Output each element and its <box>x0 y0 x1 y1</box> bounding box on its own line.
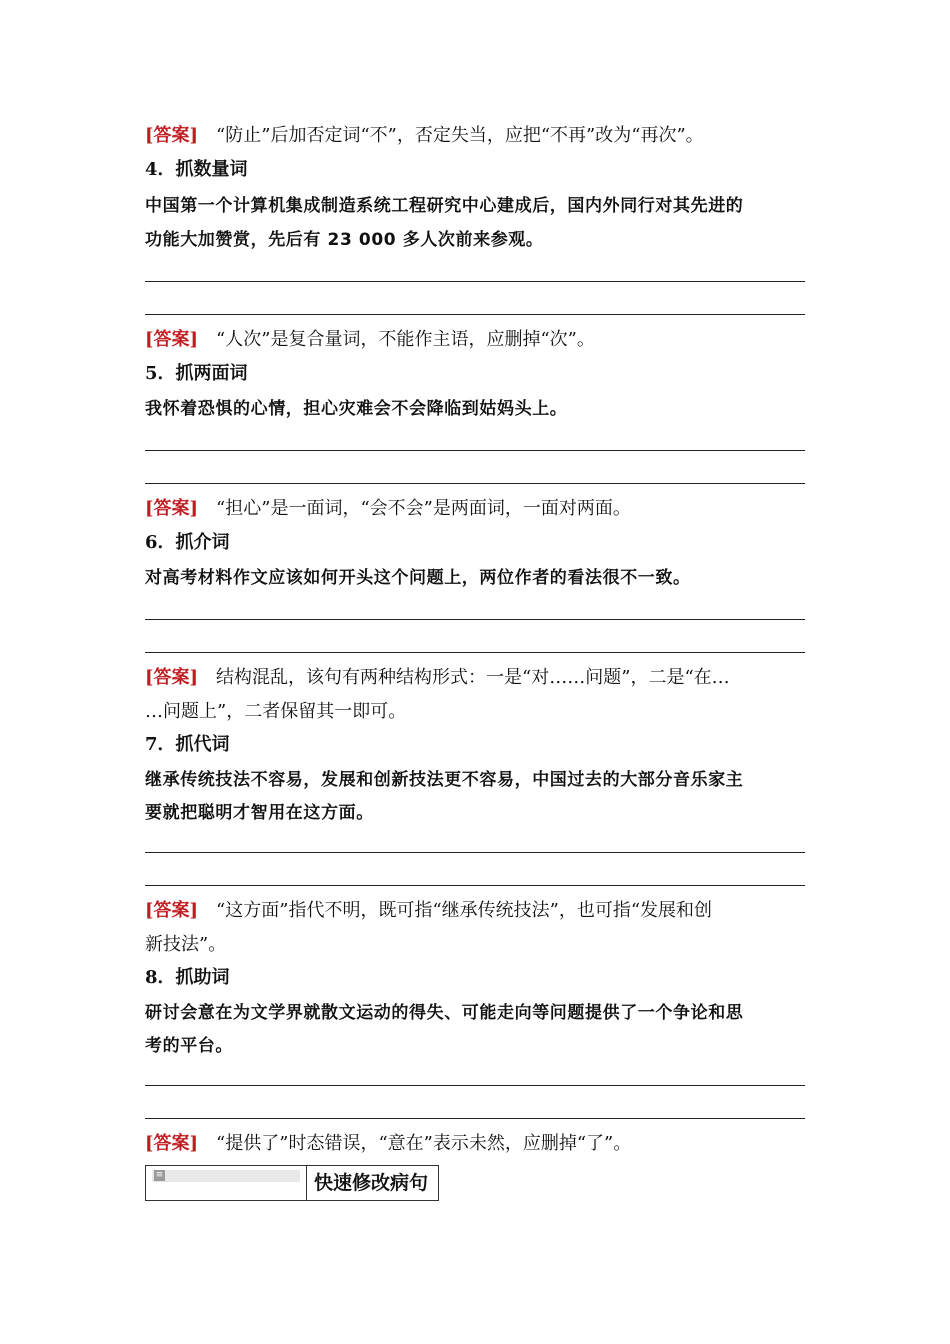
section-heading: 4．抓数量词 <box>145 159 248 180</box>
answer-text: “担心”是一面词，“会不会”是两面词，一面对两面。 <box>216 498 631 519</box>
answer-text: “人次”是复合量词，不能作主语，应删掉“次”。 <box>216 329 595 350</box>
section-heading: 7．抓代词 <box>145 734 230 755</box>
decor-bar <box>152 1170 300 1182</box>
answer-blank-line <box>145 1085 805 1086</box>
answer-line <box>145 899 805 923</box>
answer-tag: [答案] <box>145 667 199 688</box>
answer-text: “防止”后加否定词“不”，否定失当，应把“不再”改为“再次”。 <box>216 125 704 146</box>
section-title-box <box>145 1165 439 1201</box>
answer-line <box>145 124 805 148</box>
answer-blank-line <box>145 885 805 886</box>
answer-text: “提供了”时态错误，“意在”表示未然，应删掉“了”。 <box>216 1133 632 1154</box>
question-text: 中国第一个计算机集成制造系统工程研究中心建成后，国内外同行对其先进的 <box>145 196 744 216</box>
question-text: 研讨会意在为文学界就散文运动的得失、可能走向等问题提供了一个争论和思 <box>145 1003 744 1023</box>
answer-tag: [答案] <box>145 329 199 350</box>
answer-text: 结构混乱，该句有两种结构形式：一是“对……问题”，二是“在… <box>216 667 730 688</box>
section-title: 快速修改病句 <box>314 1172 429 1194</box>
section-heading: 8．抓助词 <box>145 967 230 988</box>
answer-tag: [答案] <box>145 1133 199 1154</box>
answer-blank-line <box>145 619 805 620</box>
section-title-decor <box>146 1166 307 1200</box>
answer-blank-line <box>145 652 805 653</box>
answer-text: “这方面”指代不明，既可指“继承传统技法”，也可指“发展和创 <box>216 900 713 921</box>
answer-blank-line <box>145 1118 805 1119</box>
answer-blank-line <box>145 281 805 282</box>
answer-blank-line <box>145 314 805 315</box>
question-text: 继承传统技法不容易，发展和创新技法更不容易，中国过去的大部分音乐家主 <box>145 770 744 790</box>
section-heading: 5．抓两面词 <box>145 363 248 384</box>
answer-tag: [答案] <box>145 498 199 519</box>
answer-blank-line <box>145 852 805 853</box>
answer-line <box>145 1132 805 1156</box>
question-text: 我怀着恐惧的心情，担心灾难会不会降临到姑妈头上。 <box>145 399 568 419</box>
answer-tag: [答案] <box>145 900 199 921</box>
answer-tag: [答案] <box>145 125 199 146</box>
question-text: 要就把聪明才智用在这方面。 <box>145 803 374 823</box>
question-text: 考的平台。 <box>145 1036 233 1056</box>
answer-line <box>145 497 805 521</box>
answer-text-cont: …问题上”，二者保留其一即可。 <box>145 701 407 722</box>
question-text: 对高考材料作文应该如何开头这个问题上，两位作者的看法很不一致。 <box>145 568 691 588</box>
section-heading: 6．抓介词 <box>145 532 230 553</box>
answer-text-cont: 新技法”。 <box>145 934 227 955</box>
answer-line <box>145 328 805 352</box>
list-icon: ≡ <box>155 1170 164 1180</box>
question-text: 功能大加赞赏，先后有 23 000 多人次前来参观。 <box>145 230 544 250</box>
answer-blank-line <box>145 483 805 484</box>
answer-blank-line <box>145 450 805 451</box>
answer-line <box>145 666 805 690</box>
